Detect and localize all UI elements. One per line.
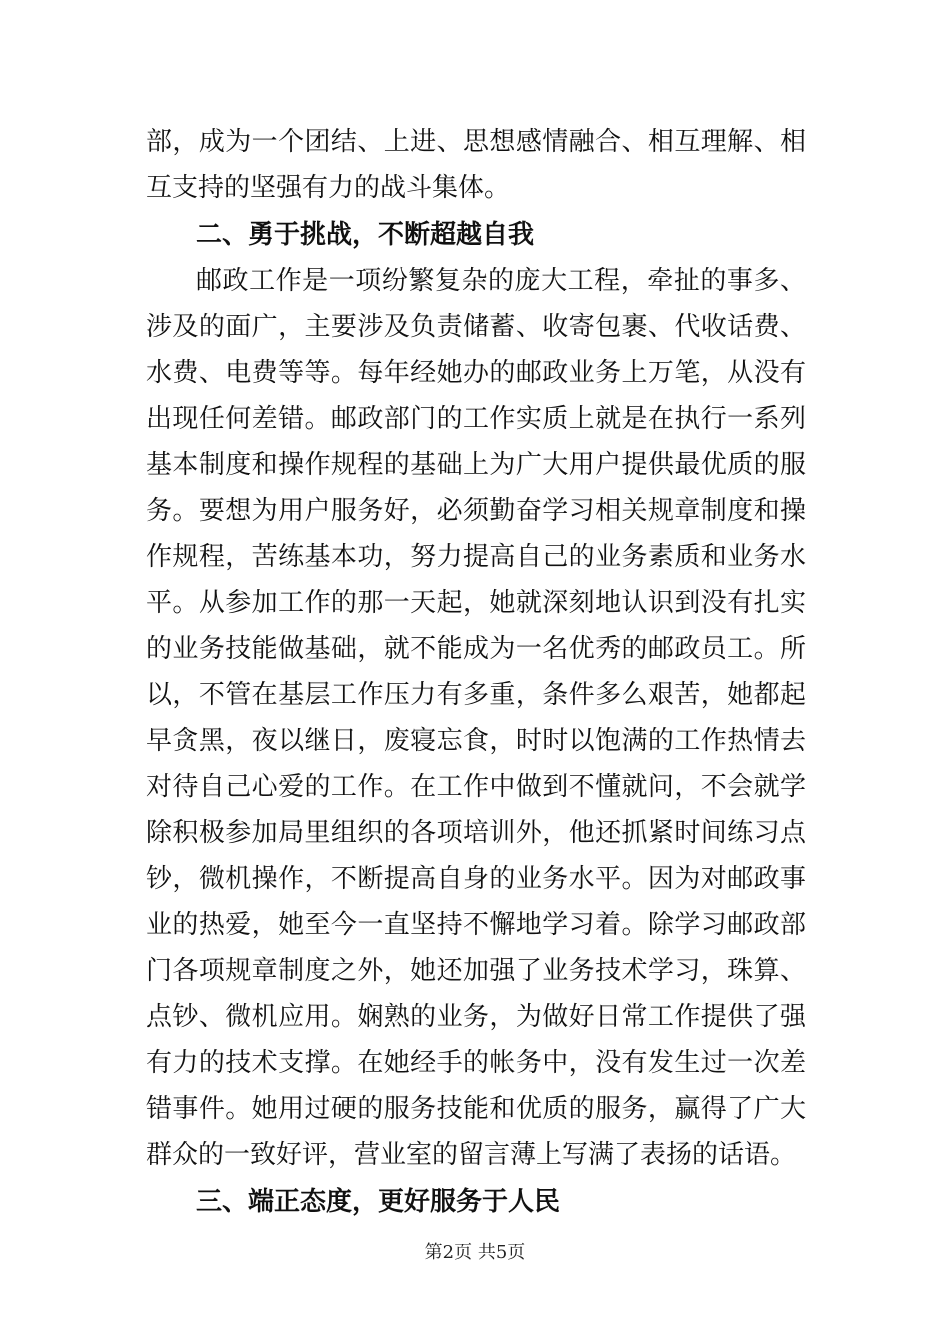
paragraph-line: 早贪黑，夜以继日，废寝忘食，时时以饱满的工作热情去 xyxy=(146,726,806,756)
paragraph-line: 有力的技术支撑。在她经手的帐务中，没有发生过一次差 xyxy=(146,1048,806,1078)
paragraph-line: 互支持的坚强有力的战斗集体。 xyxy=(146,173,511,203)
paragraph-line: 钞，微机操作，不断提高自身的业务水平。因为对邮政事 xyxy=(146,864,806,894)
paragraph-line: 对待自己心爱的工作。在工作中做到不懂就问，不会就学 xyxy=(146,772,806,802)
paragraph-line: 邮政工作是一项纷繁复杂的庞大工程，牵扯的事多、 xyxy=(196,266,806,296)
paragraph-line: 以，不管在基层工作压力有多重，条件多么艰苦，她都起 xyxy=(146,680,806,710)
page-footer: 第2页 共5页 xyxy=(424,1242,526,1263)
section-heading: 三、端正态度，更好服务于人民 xyxy=(196,1187,561,1217)
paragraph-line: 除积极参加局里组织的各项培训外，他还抓紧时间练习点 xyxy=(146,818,806,848)
paragraph-line: 错事件。她用过硬的服务技能和优质的服务，赢得了广大 xyxy=(146,1094,806,1124)
paragraph-line: 基本制度和操作规程的基础上为广大用户提供最优质的服 xyxy=(146,450,806,480)
paragraph-line: 平。从参加工作的那一天起，她就深刻地认识到没有扎实 xyxy=(146,588,806,618)
paragraph-line: 门各项规章制度之外，她还加强了业务技术学习，珠算、 xyxy=(146,956,806,986)
paragraph-line: 涉及的面广，主要涉及负责储蓄、收寄包裹、代收话费、 xyxy=(146,312,806,342)
paragraph-line: 点钞、微机应用。娴熟的业务，为做好日常工作提供了强 xyxy=(146,1002,806,1032)
paragraph-line: 群众的一致好评，营业室的留言薄上写满了表扬的话语。 xyxy=(146,1140,797,1170)
paragraph-line: 业的热爱，她至今一直坚持不懈地学习着。除学习邮政部 xyxy=(146,910,806,940)
paragraph-line: 务。要想为用户服务好，必须勤奋学习相关规章制度和操 xyxy=(146,496,806,526)
section-heading: 二、勇于挑战，不断超越自我 xyxy=(196,220,535,250)
paragraph-line: 水费、电费等等。每年经她办的邮政业务上万笔，从没有 xyxy=(146,358,806,388)
paragraph-line: 作规程，苦练基本功，努力提高自己的业务素质和业务水 xyxy=(146,542,806,572)
paragraph-line: 部，成为一个团结、上进、思想感情融合、相互理解、相 xyxy=(146,127,806,157)
paragraph-line: 出现任何差错。邮政部门的工作实质上就是在执行一系列 xyxy=(146,404,806,434)
paragraph-line: 的业务技能做基础，就不能成为一名优秀的邮政员工。所 xyxy=(146,634,806,664)
